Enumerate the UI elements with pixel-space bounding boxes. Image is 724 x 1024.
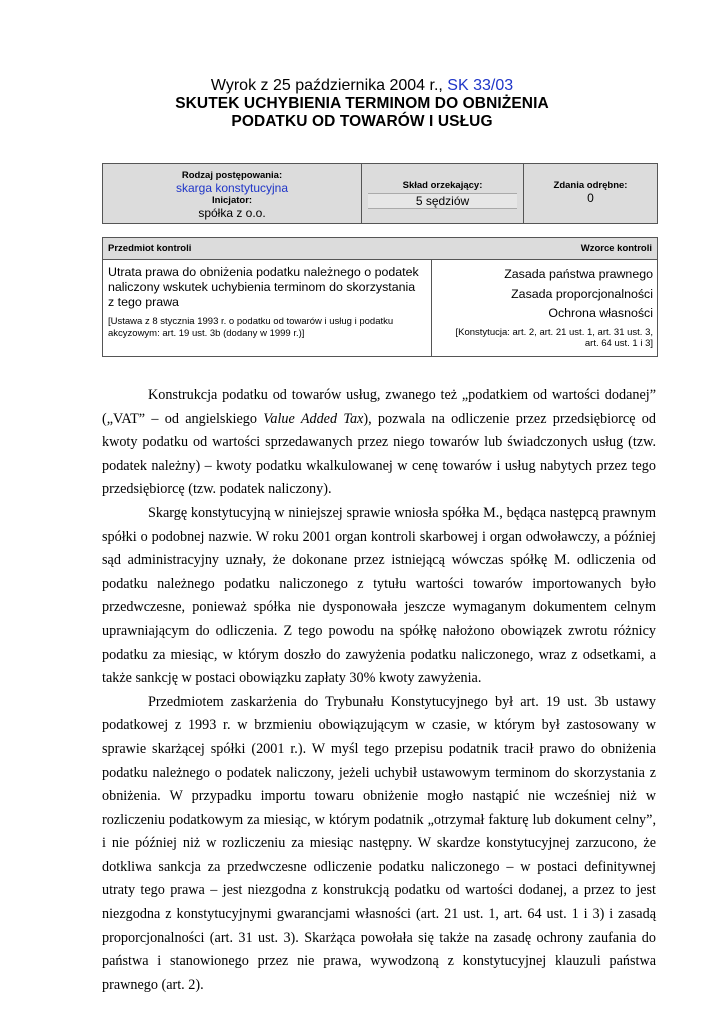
paragraph-2: Skargę konstytucyjną w niniejszej sprawie wniosła spółka M., będąca następcą prawnym spółki o podobnej nazwie. W roku 2001 organ kontroli skarbowej i organ odwoławczy, a później sąd administracyjny uznały, że dokonane przez istniejącą wówczas spółkę M. odliczenia od podatku należnego podatku naliczonego z tytułu wartości towarów importowanych było przedwczesne, ponieważ spółka nie dysponowała jeszcze wymaganym dokumentem celnym uprawniającym do odliczenia. Z tego powodu na spółkę nałożono obowiązek zwrotu różnicy podatku za miesiąc, w którym doszło do zawyżenia podatku naliczonego, wraz z odsetkami, a także sankcję w postaci obowiązku zapłaty 30% kwoty zawyżenia. — [102, 504, 656, 687]
initiator-label: Inicjator: — [211, 195, 253, 206]
review-subject-line: z tego prawa — [108, 295, 179, 309]
pattern-item: Ochrona własności — [548, 306, 653, 320]
constitution-reference — [436, 327, 653, 350]
review-subject-text — [108, 265, 426, 310]
case-number-link[interactable]: SK 33/03 — [447, 77, 514, 94]
statute-reference-line: akcyzowym: art. 19 ust. 3b (dodany w 1999 r.)] — [108, 327, 305, 339]
patterns-header: Wzorce kontroli — [580, 243, 652, 254]
initiator-value: spółka z o.o. — [198, 206, 266, 220]
paragraph-1-text-a: Konstrukcja podatku od towarów usług, zwanego też „podatkiem od wartości dodanej” („VAT” – od angielskiego — [102, 387, 656, 427]
pattern-item: Zasada państwa prawnego — [504, 267, 653, 281]
review-table-header — [102, 237, 658, 260]
judgment-date: Wyrok z 25 października 2004 r., — [210, 77, 443, 94]
paragraph-1 — [102, 384, 656, 502]
review-table-body — [102, 260, 658, 357]
panel-cell — [362, 164, 524, 223]
subject-line-2: PODATKU OD TOWARÓW I USŁUG — [231, 113, 493, 130]
review-subject-line: Utrata prawa do obniżenia podatku należnego o podatek — [108, 265, 419, 279]
dissent-label: Zdania odrębne: — [553, 180, 628, 191]
case-info-table — [102, 163, 658, 224]
subject-header: Przedmiot kontroli — [108, 243, 192, 254]
statute-reference-line: [Ustawa z 8 stycznia 1993 r. o podatku od towarów i usług i podatku — [108, 316, 394, 327]
constitution-reference-line: [Konstytucja: art. 2, art. 21 ust. 1, art. 31 ust. 3, — [455, 326, 653, 338]
statute-reference — [108, 316, 426, 339]
dissent-cell — [524, 164, 657, 223]
review-subject-cell — [103, 260, 432, 356]
subject-line-1: SKUTEK UCHYBIENIA TERMINOM DO OBNIŻENIA — [175, 95, 549, 112]
dissent-value: 0 — [587, 191, 594, 205]
document-header — [0, 76, 724, 131]
paragraph-1-italic: Value Added Tax — [263, 410, 364, 427]
constitution-reference-line: art. 64 ust. 1 i 3] — [584, 338, 653, 349]
judgment-body — [102, 384, 656, 997]
review-patterns-cell — [432, 260, 657, 356]
paragraph-3: Przedmiotem zaskarżenia do Trybunału Konstytucyjnego był art. 19 ust. 3b ustawy podatkowej z 1993 r. w brzmieniu obowiązującym w czasie, w którym był zastosowany w sprawie skarżącej spółki (2001 r.). W myśl tego przepisu podatnik tracił prawo do obniżenia podatku należnego o podatek naliczony, jeżeli uchybił ustawowym terminom do skorzystania z obniżenia. W przypadku importu towaru obniżenie mogło nastąpić nie wcześniej niż w rozliczeniu podatkowym za miesiąc, w którym podatnik „otrzymał fakturę lub dokument celny”, i nie później niż w rozliczeniu za miesiąc następny. W skardze konstytucyjnej zarzucono, że dotkliwa sankcja za przedwczesne odliczenie podatku naliczonego – w postaci definitywnej utraty tego prawa – jest niezgodna z konstrukcją podatku od wartości dodanej, a przez to jest niezgodna z konstytucyjnymi gwarancjami własności (art. 21 ust. 1, art. 64 ust. 1 i 3) i zasadą proporcjonalności (art. 31 ust. 3). Skarżąca powołała się także na zasadę ochrony zaufania do państwa i stanowionego przez nie prawa, wywodzoną z konstytucyjnej klauzuli państwa prawnego (art. 2). — [102, 693, 656, 993]
judgment-title — [0, 76, 724, 95]
panel-value: 5 sędziów — [415, 194, 470, 208]
pattern-item: Zasada proporcjonalności — [511, 286, 653, 301]
proceeding-label: Rodzaj postępowania: — [181, 170, 283, 181]
paragraph-1-text-b: ), pozwala na odliczenie przez przedsiębiorcę od kwoty podatku od wartości sprzedawanych przez niego towarów lub świadczonych usług (tzw. podatek należny) – kwoty podatku wkalkulowanej w cenę towarów i usług nabytych przez tego przedsiębiorcę (tzw. podatek naliczony). — [102, 410, 656, 498]
proceeding-cell — [103, 164, 362, 223]
proceeding-value[interactable]: skarga konstytucyjna — [175, 181, 289, 195]
review-subject-line: naliczony wskutek uchybienia terminom do skorzystania — [108, 280, 416, 294]
panel-label: Skład orzekający: — [402, 180, 483, 191]
